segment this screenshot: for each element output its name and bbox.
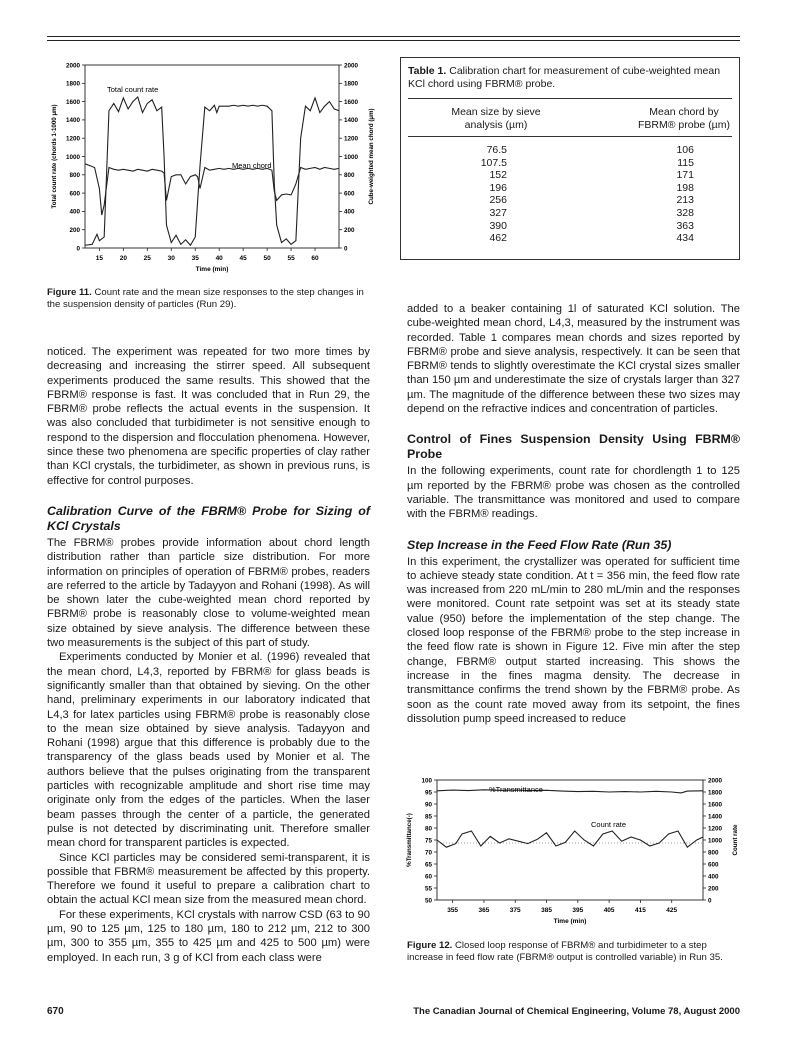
y-tick-label: 65 — [424, 861, 432, 869]
left-paragraph-3: Experiments conducted by Monier et al. (1996) revealed that the mean chord, L4,3, reported by FBRM® for glass beads is significantly smaller than that obtained by sieving. On the other hand, preliminary experiments in our laboratory indicated that L4,3 for latex particles using FBRM® probe is reasonably close to the mean size obtained by sieve analysis. Tadayyon and Rohani (1998) argue that this difference is probably due to the transparency of the glass beads used by Monier et al. The authors believe that the pulses originating from the transparent particles with recognizable amplitude and short rise time may originate only from the edges of the particles. When the laser beam passes through the center of a particle, the generated pulse is not detected by discriminating unit. Therefore smaller mean chord for transparent particles is expected. — [47, 651, 370, 850]
table-cell-sieve: 390 — [489, 219, 507, 232]
table-cell-fbrm: 328 — [676, 206, 694, 219]
right-paragraph-2: In the following experiments, count rate for chordlength 1 to 125 µm reported by the FBRM® probe was chosen as the controlled variable. The transmittance was monitored and used to compare with the FBRM® readings. — [407, 465, 740, 521]
y-right-tick-label: 1600 — [344, 98, 359, 106]
x-tick-label: 425 — [666, 907, 678, 914]
x-tick-label: 60 — [311, 255, 319, 262]
y-axis-label-left: %Transmittance(-) — [406, 813, 413, 867]
y-tick-label: 400 — [69, 208, 80, 216]
x-axis-label: Time (min) — [195, 266, 229, 273]
header-rule-thin — [47, 40, 740, 41]
table-cell-fbrm: 434 — [676, 232, 694, 245]
left-paragraph-1: noticed. The experiment was repeated for two more times by decreasing and increasing the stirrer speed. All subsequent experiments produced the same results. This showed that the FBRM® response is fast. It was concluded that in Run 29, the FBRM® probe reflects the actual events in the suspension. It was also concluded that turbidimeter is not sensitive enough to respond to the dispersion and flocculation phenomena. However, since these two phenomena are specific properties of clay rather than KCl crystals, the turbidimeter, as shown in previous runs, is effective for control purposes. — [47, 346, 370, 487]
x-tick-label: 50 — [263, 255, 271, 262]
y-tick-label: 0 — [76, 245, 80, 253]
x-tick-label: 355 — [447, 907, 459, 914]
y-tick-label: 50 — [424, 897, 432, 905]
x-tick-label: 35 — [191, 255, 199, 262]
y-right-tick-label: 200 — [708, 885, 719, 893]
table-row — [401, 157, 739, 170]
y-right-tick-label: 2000 — [708, 777, 723, 785]
table-1-col2-header-line2: FBRM® probe (µm) — [638, 118, 730, 131]
series-total-count-rate — [85, 97, 339, 245]
table-row — [401, 220, 739, 233]
y-right-tick-label: 600 — [708, 861, 719, 869]
y-tick-label: 200 — [69, 227, 80, 234]
y-tick-label: 80 — [424, 825, 432, 833]
x-axis-label: Time (min) — [553, 918, 587, 925]
y-axis-label-left: Total count rate (chords 1-1000 µm) — [51, 104, 58, 209]
right-column — [407, 302, 740, 726]
figure-11-caption-text: Count rate and the mean size responses to the step changes in the suspension density of particles (Run 29). — [47, 287, 364, 310]
y-right-tick-label: 1800 — [344, 80, 359, 88]
x-tick-label: 385 — [541, 907, 552, 914]
annotation-transmittance: %Transmittance — [489, 785, 543, 794]
left-column — [47, 345, 370, 965]
y-right-tick-label: 200 — [344, 227, 355, 234]
table-1-col2-header — [619, 106, 749, 131]
y-tick-label: 1000 — [65, 153, 80, 161]
table-1-col1-header-line1: Mean size by sieve — [451, 106, 541, 118]
figure-12-caption — [407, 940, 742, 964]
table-1-caption — [408, 65, 732, 90]
table-row — [401, 207, 739, 220]
figure-12-caption-text: Closed loop response of FBRM® and turbidimeter to a step increase in feed flow rate (FBRM® output is controlled variable) in Run 35. — [407, 940, 723, 963]
table-row — [401, 194, 739, 207]
table-cell-fbrm: 106 — [676, 144, 694, 156]
table-cell-fbrm: 198 — [676, 181, 694, 194]
figure-11-label: Figure 11. — [47, 287, 92, 298]
journal-footer: The Canadian Journal of Chemical Engineering, Volume 78, August 2000 — [413, 1006, 740, 1017]
y-tick-label: 1400 — [65, 117, 80, 125]
y-right-tick-label: 800 — [708, 849, 719, 857]
x-tick-label: 415 — [634, 907, 646, 914]
y-tick-label: 75 — [424, 837, 432, 845]
x-tick-label: 15 — [95, 255, 103, 262]
section-heading-control: Control of Fines Suspension Density Using FBRM® Probe — [407, 432, 740, 462]
y-tick-label: 90 — [424, 801, 432, 809]
y-right-tick-label: 1600 — [708, 801, 723, 809]
series-transmittance — [437, 790, 703, 793]
annotation-mean-chord: Mean chord — [232, 161, 272, 170]
y-right-tick-label: 1800 — [708, 789, 723, 797]
table-1-col2-header-line1: Mean chord by — [649, 106, 719, 118]
page-number: 670 — [47, 1006, 64, 1017]
y-right-tick-label: 1000 — [344, 153, 359, 161]
y-right-tick-label: 0 — [344, 245, 348, 253]
y-right-tick-label: 1200 — [344, 135, 359, 143]
table-row — [401, 182, 739, 195]
left-paragraph-4: Since KCl particles may be considered semi-transparent, it is possible that FBRM® measurement be affected by this property. Therefore we found it useful to prepare a calibration chart to obtain the actual KCl mean size from the measured mean chord. — [47, 851, 370, 907]
y-right-tick-label: 400 — [708, 873, 719, 881]
table-cell-sieve: 256 — [489, 194, 507, 207]
table-1-caption-text: Calibration chart for measurement of cube-weighted mean KCl chord using FBRM® probe. — [408, 65, 721, 90]
y-tick-label: 1800 — [65, 80, 80, 88]
x-tick-label: 25 — [143, 255, 151, 262]
x-tick-label: 40 — [215, 255, 223, 262]
x-tick-label: 45 — [239, 255, 247, 262]
y-right-tick-label: 400 — [344, 208, 355, 216]
y-right-tick-label: 1400 — [344, 117, 359, 125]
section-heading-calibration: Calibration Curve of the FBRM® Probe for Sizing of KCl Crystals — [47, 503, 370, 533]
y-tick-label: 1600 — [65, 98, 80, 106]
y-tick-label: 1200 — [65, 135, 80, 143]
table-row — [401, 232, 739, 245]
annotation-count-rate: Count rate — [591, 820, 627, 829]
y-tick-label: 2000 — [65, 62, 80, 70]
x-tick-label: 20 — [119, 255, 127, 262]
header-rule — [47, 36, 740, 37]
section-heading-step-increase: Step Increase in the Feed Flow Rate (Run 35) — [407, 537, 672, 552]
y-right-tick-label: 2000 — [344, 62, 359, 70]
y-tick-label: 60 — [424, 873, 432, 881]
table-1-top-rule — [408, 98, 732, 99]
figure-12-chart — [403, 772, 743, 932]
y-tick-label: 100 — [421, 777, 432, 785]
y-tick-label: 55 — [424, 885, 432, 893]
left-paragraph-5: For these experiments, KCl crystals with narrow CSD (63 to 90 µm, 90 to 125 µm, 125 to 180 µm, 180 to 212 µm, 212 to 300 µm, 300 to 355 µm, 355 to 425 µm and 425 to 500 µm) were employed. In each run, 3 g of KCl from each class were — [47, 908, 370, 964]
figure-11-chart — [47, 55, 377, 280]
y-tick-label: 600 — [69, 190, 80, 198]
table-row — [401, 144, 739, 157]
x-tick-label: 30 — [167, 255, 175, 262]
y-right-tick-label: 1200 — [708, 825, 723, 833]
table-cell-sieve: 76.5 — [486, 144, 507, 156]
y-tick-label: 85 — [424, 813, 432, 821]
x-tick-label: 395 — [572, 907, 584, 914]
y-axis-label-right: Cube-weighted mean chord (µm) — [368, 108, 375, 205]
table-1-col1-header — [426, 106, 566, 131]
x-tick-label: 375 — [509, 907, 521, 914]
x-tick-label: 55 — [287, 255, 295, 262]
table-cell-sieve: 327 — [489, 206, 507, 219]
table-cell-sieve: 152 — [489, 169, 507, 182]
table-1-header-rule — [408, 136, 732, 137]
table-row — [401, 169, 739, 182]
table-1-body — [401, 144, 739, 245]
x-tick-label: 365 — [478, 907, 490, 914]
left-paragraph-2: The FBRM® probes provide information about chord length distribution rather than particle size distribution. For more information on principles of operation of FBRM® probes, readers are referred to the article by Tadayyon and Rohani (1998). As will be shown later the cube-weighted mean chord reported by FBRM® probe is reasonably close to volume-weighted mean size obtained by sieve analysis. The difference between these two measurements is the subject of this part of study. — [47, 536, 370, 650]
y-tick-label: 70 — [424, 849, 432, 857]
annotation-total-count-rate: Total count rate — [107, 85, 159, 94]
y-right-tick-label: 0 — [708, 897, 712, 905]
y-right-tick-label: 1000 — [708, 837, 723, 845]
figure-12-label: Figure 12. — [407, 940, 453, 951]
right-paragraph-3: In this experiment, the crystallizer was operated for sufficient time to achieve steady state condition. At t = 356 min, the feed flow rate was increased from 220 mL/min to 280 mL/min and the responses were monitored. Count rate setpoint was set at its steady state value (950) before the implementation of the step change. The closed loop response of the FBRM® probe to the step increase in the feed flow rate is shown in Figure 12. Five min after the step change, FBRM® output started increasing. This shows the increase in the fines magma density. The decrease in transmittance confirms the trend shown by the FBRM® probe. As soon as the count rate moved away from its setpoint, the fines dissolution pump speed increased to reduce — [407, 555, 740, 725]
x-tick-label: 405 — [603, 907, 615, 914]
table-cell-fbrm: 115 — [677, 156, 694, 169]
table-1 — [400, 57, 740, 260]
y-right-tick-label: 1400 — [708, 813, 723, 821]
series-count-rate — [437, 831, 703, 847]
figure-11-caption — [47, 287, 367, 311]
y-right-tick-label: 600 — [344, 190, 355, 198]
y-tick-label: 95 — [424, 789, 432, 797]
table-cell-fbrm: 363 — [676, 219, 694, 232]
table-cell-fbrm: 213 — [676, 194, 694, 207]
table-cell-sieve: 196 — [489, 181, 507, 194]
y-tick-label: 800 — [69, 172, 80, 180]
table-cell-fbrm: 171 — [676, 169, 694, 182]
y-axis-label-right: Count rate — [732, 824, 739, 856]
table-cell-sieve: 107.5 — [480, 156, 507, 169]
table-1-label: Table 1. — [408, 65, 447, 77]
right-paragraph-1: added to a beaker containing 1l of saturated KCl solution. The cube-weighted mean chord, L4,3, measured by the instrument was recorded. Table 1 compares mean chords and sizes reported by FBRM® probe and sieve analysis, respectively. It can be seen that FBRM® tends to slightly overestimate the KCl crystal sizes smaller than 150 µm and underestimate the size of crystals larger than 327 µm. The magnitude of the difference between these two sizes may depend on the refractive indices and concentration of particles. — [407, 303, 740, 416]
series-mean-chord — [85, 164, 339, 215]
table-cell-sieve: 462 — [489, 232, 507, 245]
y-right-tick-label: 800 — [344, 172, 355, 180]
table-1-col1-header-line2: analysis (µm) — [464, 118, 528, 131]
